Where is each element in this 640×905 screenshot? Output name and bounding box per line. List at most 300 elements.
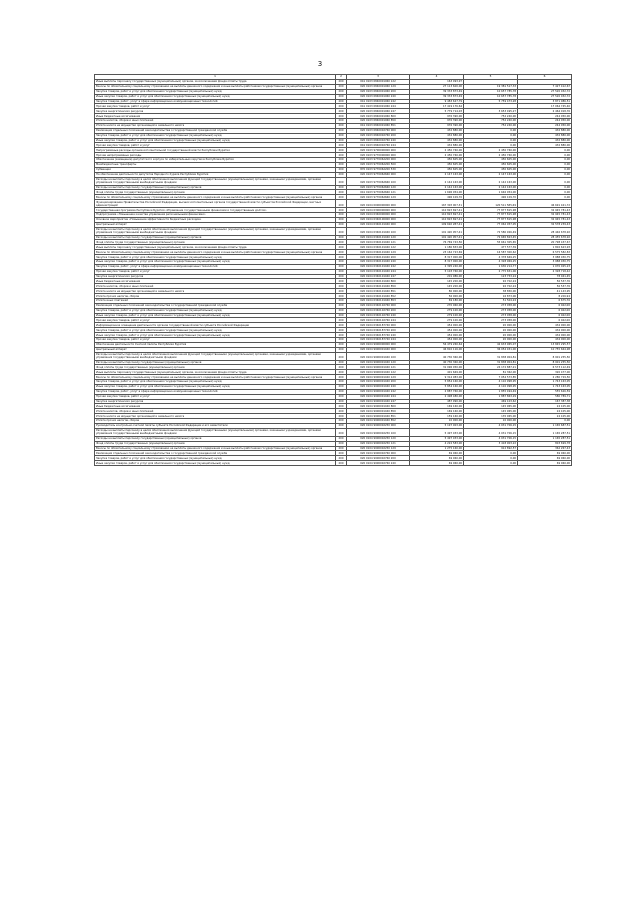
line-code-cell: 200: [336, 461, 347, 466]
line-name-cell: Межбюджетные трансферты: [95, 162, 336, 167]
line-name-cell: Прочая закупка товаров, работ и услуг: [95, 104, 336, 109]
line-name-cell: Расходы на выплаты персоналу государственных (муниципальных) органов: [95, 235, 336, 240]
approved-amount-cell: 432 880,00: [410, 133, 464, 138]
budget-code-cell: 020 0104 0340101040 120: [347, 235, 410, 240]
approved-amount-cell: 450 605,00: [410, 158, 464, 163]
line-code-cell: 200: [336, 279, 347, 284]
approved-amount-cell: 5 854 160,00: [410, 380, 464, 385]
budget-code-cell: 020 0104 0340101040 240: [347, 259, 410, 264]
budget-execution-table: [94, 74, 572, 466]
line-code-cell: 200: [336, 423, 347, 428]
executed-amount-cell: 19 381 517,33: [464, 84, 518, 89]
approved-amount-cell: 169 160,00: [410, 404, 464, 409]
executed-amount-cell: 450 605,00: [464, 158, 518, 163]
executed-amount-cell: 496 109,70: [464, 195, 518, 200]
approved-amount-cell: 76 769 743,56: [410, 240, 464, 245]
unexecuted-amount-cell: 1 165 687,51: [518, 423, 572, 428]
approved-amount-cell: 5 854 160,00: [410, 384, 464, 389]
unexecuted-amount-cell: 8 901 255,50: [518, 352, 572, 360]
line-code-cell: 200: [336, 148, 347, 153]
line-name-cell: Иные закупки товаров, работ и услуг для обеспечения государственных (муниципальных) нужд: [95, 313, 336, 318]
executed-amount-cell: 4 328 969,25: [464, 259, 518, 264]
executed-amount-cell: 450 605,00: [464, 167, 518, 172]
line-name-cell: Закупка энергетических ресурсов: [95, 399, 336, 404]
approved-amount-cell: 450 605,00: [410, 167, 464, 172]
budget-code-cell: 020 0103 9700000000 000: [347, 148, 410, 153]
approved-amount-cell: 46 810 116,00: [410, 347, 464, 352]
budget-code-cell: 020 0103 9770062200 500: [347, 162, 410, 167]
line-code-cell: 200: [336, 360, 347, 365]
budget-code-cell: 020 0104 0340187740 240: [347, 333, 410, 338]
unexecuted-amount-cell: 1 165 287,51: [518, 428, 572, 436]
unexecuted-amount-cell: 1 070 025,23: [518, 264, 572, 269]
line-name-cell: Расходы на выплаты персоналу в целях обеспечения выполнения функций государственными (муниципальными) органами, казенными учреждениями, органами управления государственными внебюджетными фондами: [95, 428, 336, 436]
approved-amount-cell: 8 317 000,00: [410, 259, 464, 264]
line-name-cell: Иные закупки товаров, работ и услуг для обеспечения государственных (муниципальных) нужд: [95, 333, 336, 338]
line-code-cell: 200: [336, 153, 347, 158]
executed-amount-cell: 10 657 785,78: [464, 94, 518, 99]
page-number: 3: [317, 60, 323, 68]
line-name-cell: Расходы на выплаты персоналу государственных (муниципальных) органов: [95, 360, 336, 365]
line-code-cell: 200: [336, 167, 347, 172]
unexecuted-amount-cell: 20 798 437,67: [518, 240, 572, 245]
approved-amount-cell: 23 162 723,69: [410, 250, 464, 255]
header-cell: 6: [518, 75, 572, 80]
approved-amount-cell: 145 200,00: [410, 279, 464, 284]
executed-amount-cell: 72 580 926,49: [464, 227, 518, 235]
executed-amount-cell: 77 877 815,98: [464, 208, 518, 213]
line-code-cell: 200: [336, 185, 347, 190]
budget-code-cell: 020 0104 0340102760 240: [347, 313, 410, 318]
line-code-cell: 200: [336, 109, 347, 114]
approved-amount-cell: 110 823 697,41: [410, 217, 464, 222]
unexecuted-amount-cell: 0,00: [518, 177, 572, 185]
unexecuted-amount-cell: 28 455 678,92: [518, 235, 572, 240]
executed-amount-cell: 20 000,00: [464, 323, 518, 328]
executed-amount-cell: 92 702,24: [464, 284, 518, 289]
line-name-cell: Взносы по обязательному социальному страхованию на выплаты денежного содержания и иные выплаты работникам государственных (муниципальных) органов: [95, 250, 336, 255]
line-code-cell: 200: [336, 259, 347, 264]
approved-amount-cell: 2 450 760,00: [410, 148, 464, 153]
budget-code-cell: 020 0104 0340101040 122: [347, 245, 410, 250]
approved-amount-cell: 31 096 050,00: [410, 365, 464, 370]
budget-code-cell: 870 0103 9770062200 530: [347, 167, 410, 172]
line-name-cell: Расходы на выплаты персоналу в целях обеспечения выполнения функций государственными (муниципальными) органами, казенными учреждениями, органами управления государственными внебюджетными фондами: [95, 352, 336, 360]
unexecuted-amount-cell: 6 042,00: [518, 313, 572, 318]
unexecuted-amount-cell: 244 050,00: [518, 123, 572, 128]
budget-code-cell: 020 0104 9900001040 242: [347, 389, 410, 394]
unexecuted-amount-cell: 10 755 664,98: [518, 347, 572, 352]
line-code-cell: 200: [336, 177, 347, 185]
executed-amount-cell: 752 240,00: [464, 123, 518, 128]
line-code-cell: 200: [336, 119, 347, 124]
unexecuted-amount-cell: 32 945 781,43: [518, 208, 572, 213]
line-name-cell: Иные выплаты персоналу государственных (муниципальных) органов, за исключением фонда оплаты труда: [95, 370, 336, 375]
executed-amount-cell: 5 759 473,28: [464, 99, 518, 104]
executed-amount-cell: 2 142 163,00: [464, 177, 518, 185]
line-name-cell: Обеспечение (замещение) депутатского корпуса по избирательным округам в Республике Бурятия: [95, 158, 336, 163]
budget-code-cell: 020 0104 9900001040 244: [347, 394, 410, 399]
approved-amount-cell: 2 395 240,00: [410, 264, 464, 269]
budget-code-cell: 020 0104 0340101040 100: [347, 227, 410, 235]
approved-amount-cell: 167 303 007,31: [410, 200, 464, 208]
unexecuted-amount-cell: 432 880,00: [518, 133, 572, 138]
executed-amount-cell: 24 172 887,21: [464, 365, 518, 370]
approved-amount-cell: 279 100,00: [410, 308, 464, 313]
budget-code-cell: 020 0104 9900002250 121: [347, 441, 410, 446]
executed-amount-cell: 1 630 214,77: [464, 264, 518, 269]
line-code-cell: 200: [336, 227, 347, 235]
line-name-cell: Закупка товаров, работ и услуг для обеспечения государственных (муниципальных) нужд: [95, 308, 336, 313]
approved-amount-cell: 10 000,00: [410, 419, 464, 424]
line-name-cell: Функционирование Правительства Российской Федерации, высших исполнительных органов государственной власти субъектов Российской Федерации, местных администраций: [95, 200, 336, 208]
unexecuted-amount-cell: 24 105,00: [518, 414, 572, 419]
approved-amount-cell: 101 420 957,41: [410, 227, 464, 235]
executed-amount-cell: 0,00: [464, 133, 518, 138]
unexecuted-amount-cell: 0,00: [518, 195, 572, 200]
line-name-cell: Реализация отдельных положений законодательства о государственной гражданской службе: [95, 128, 336, 133]
executed-amount-cell: 273 058,00: [464, 303, 518, 308]
approved-amount-cell: 976 390,00: [410, 114, 464, 119]
executed-amount-cell: 55 661 305,65: [464, 240, 518, 245]
budget-code-cell: 020 0103 0840002760 000: [347, 128, 410, 133]
line-name-cell: Иные закупки товаров, работ и услуг для обеспечения государственных (муниципальных) нужд: [95, 384, 336, 389]
budget-code-cell: 020 0104 9900001040 121: [347, 365, 410, 370]
executed-amount-cell: 10 000,00: [464, 419, 518, 424]
approved-amount-cell: 2 450 760,00: [410, 153, 464, 158]
approved-amount-cell: 432 880,00: [410, 138, 464, 143]
budget-table-container: [94, 74, 570, 466]
budget-code-cell: 020 0104 0340187740 000: [347, 323, 410, 328]
line-code-cell: 200: [336, 456, 347, 461]
line-code-cell: 200: [336, 138, 347, 143]
approved-amount-cell: 279 100,00: [410, 313, 464, 318]
budget-code-cell: 020 0103 9770000000 000: [347, 153, 410, 158]
line-name-cell: Уплата налогов, сборов и иных платежей: [95, 409, 336, 414]
budget-code-cell: 020 0104 0340187740 244: [347, 337, 410, 342]
budget-code-cell: 020 0103 0840001060 200: [347, 89, 410, 94]
unexecuted-amount-cell: 362 267,43: [518, 446, 572, 451]
line-name-cell: Прочая закупка товаров, работ и услуг: [95, 269, 336, 274]
budget-code-cell: 020 0104 9900001040 240: [347, 384, 410, 389]
budget-code-cell: 020 0104 9900002250 100: [347, 428, 410, 436]
unexecuted-amount-cell: 803 699,78: [518, 441, 572, 446]
unexecuted-amount-cell: 78 041,45: [518, 274, 572, 279]
line-code-cell: 200: [336, 451, 347, 456]
budget-code-cell: 020 0104 0340102760 000: [347, 303, 410, 308]
line-name-cell: Уплата прочих налогов, сборов: [95, 294, 336, 299]
unexecuted-amount-cell: 6 042,00: [518, 303, 572, 308]
line-name-cell: Уплата налога на имущество организаций и земельного налога: [95, 414, 336, 419]
approved-amount-cell: 5 497 033,00: [410, 436, 464, 441]
unexecuted-amount-cell: 6 575 582,83: [518, 250, 572, 255]
line-name-cell: Прочая закупка товаров, работ и услуг: [95, 394, 336, 399]
line-code-cell: 200: [336, 394, 347, 399]
executed-amount-cell: 20 000,00: [464, 333, 518, 338]
line-code-cell: 200: [336, 245, 347, 250]
executed-amount-cell: 81 362,00: [464, 370, 518, 375]
unexecuted-amount-cell: 32 945 781,43: [518, 213, 572, 218]
line-name-cell: Государственная программа Республики Бурятия «Управление государственными финансами и государственным долгом»: [95, 208, 336, 213]
line-name-cell: Центральный аппарат: [95, 222, 336, 227]
executed-amount-cell: 0,00: [464, 451, 518, 456]
line-name-cell: Иные выплаты персоналу государственных (муниципальных) органов, за исключением фонда оплаты труда: [95, 80, 336, 85]
budget-code-cell: 020 0104 9900002250 120: [347, 436, 410, 441]
unexecuted-amount-cell: 580 789,71: [518, 394, 572, 399]
unexecuted-amount-cell: 432 880,00: [518, 138, 572, 143]
budget-code-cell: 041 0103 0840001060 122: [347, 80, 410, 85]
budget-table-body: [95, 75, 572, 466]
line-name-cell: Взносы по обязательному социальному страхованию на выплаты денежного содержания и иные выплаты работникам государственных (муниципальных) органов: [95, 446, 336, 451]
unexecuted-amount-cell: 0,00: [518, 172, 572, 177]
line-name-cell: Иные выплаты персоналу государственных (муниципальных) органов, за исключением фонда оплаты труда: [95, 245, 336, 250]
line-name-cell: Подпрограмма «Повышение качества управления региональными финансами»: [95, 213, 336, 218]
line-code-cell: 200: [336, 375, 347, 380]
line-name-cell: Иные закупки товаров, работ и услуг для обеспечения государственных (муниципальных) нужд: [95, 94, 336, 99]
line-code-cell: 200: [336, 294, 347, 299]
executed-amount-cell: 77 877 815,98: [464, 213, 518, 218]
budget-code-cell: 020 0104 9900001040 850: [347, 409, 410, 414]
executed-amount-cell: 3 418 903,22: [464, 441, 518, 446]
line-name-cell: Фонд оплаты труда государственных (муниципальных) органов: [95, 240, 336, 245]
line-name-cell: Иные закупки товаров, работ и услуг для обеспечения государственных (муниципальных) нужд: [95, 259, 336, 264]
line-code-cell: 200: [336, 158, 347, 163]
line-code-cell: 200: [336, 333, 347, 338]
unexecuted-amount-cell: 32 945 781,43: [518, 217, 572, 222]
approved-amount-cell: 40 730 360,00: [410, 352, 464, 360]
line-name-cell: Реализация отдельных положений законодательства о государственной гражданской службе: [95, 303, 336, 308]
line-name-cell: Иные закупки товаров, работ и услуг для обеспечения государственных (муниципальных) нужд: [95, 138, 336, 143]
budget-code-cell: 020 0104 0340101040 000: [347, 222, 410, 227]
budget-code-cell: 020 0104 0340187740 200: [347, 328, 410, 333]
executed-amount-cell: 0,00: [464, 128, 518, 133]
budget-code-cell: 020 0104 0000000000 000: [347, 200, 410, 208]
approved-amount-cell: 1 180 833,00: [410, 245, 464, 250]
unexecuted-amount-cell: 2 464 018,76: [518, 109, 572, 114]
executed-amount-cell: 2 142 163,00: [464, 185, 518, 190]
executed-amount-cell: 20 000,00: [464, 337, 518, 342]
unexecuted-amount-cell: 3 988 030,75: [518, 259, 572, 264]
line-name-cell: Прочая закупка товаров, работ и услуг: [95, 143, 336, 148]
line-code-cell: 200: [336, 365, 347, 370]
line-code-cell: 200: [336, 84, 347, 89]
unexecuted-amount-cell: 555 626,59: [518, 389, 572, 394]
line-code-cell: 200: [336, 217, 347, 222]
line-code-cell: 200: [336, 255, 347, 260]
approved-amount-cell: 5 779 714,03: [410, 109, 464, 114]
unexecuted-amount-cell: 41 143,95: [518, 289, 572, 294]
approved-amount-cell: 69 060,00: [410, 451, 464, 456]
budget-code-cell: 020 0104 0340101040 853: [347, 298, 410, 303]
line-code-cell: 200: [336, 404, 347, 409]
approved-amount-cell: 1 275 160,00: [410, 446, 464, 451]
approved-amount-cell: 101 420 957,41: [410, 235, 464, 240]
line-name-cell: Прочие непрограммные расходы: [95, 153, 336, 158]
executed-amount-cell: 912 892,57: [464, 446, 518, 451]
table-row: [95, 227, 572, 235]
line-name-cell: Уплата налога на имущество организаций и земельного налога: [95, 123, 336, 128]
executed-amount-cell: 145 965,00: [464, 404, 518, 409]
line-code-cell: 200: [336, 99, 347, 104]
unexecuted-amount-cell: 69 060,00: [518, 451, 572, 456]
executed-amount-cell: 16 587 300,62: [464, 250, 518, 255]
table-row: [95, 177, 572, 185]
line-code-cell: 200: [336, 133, 347, 138]
line-code-cell: 200: [336, 128, 347, 133]
line-name-cell: Центральный аппарат: [95, 347, 336, 352]
unexecuted-amount-cell: 24 105,00: [518, 404, 572, 409]
line-code-cell: 200: [336, 80, 347, 85]
unexecuted-amount-cell: 432 880,00: [518, 128, 572, 133]
budget-code-cell: 020 0104 9900002760 000: [347, 451, 410, 456]
executed-amount-cell: 145 965,00: [464, 409, 518, 414]
header-cell: 3: [347, 75, 410, 80]
approved-amount-cell: 9 314 983,00: [410, 375, 464, 380]
executed-amount-cell: 450 605,00: [464, 162, 518, 167]
budget-code-cell: 020 0104 9900002760 200: [347, 456, 410, 461]
line-code-cell: 200: [336, 208, 347, 213]
approved-amount-cell: 2 887 760,00: [410, 389, 464, 394]
line-code-cell: 200: [336, 269, 347, 274]
budget-code-cell: 020 0104 9900000000 000: [347, 342, 410, 347]
budget-code-cell: 020 0104 9900001040 000: [347, 347, 410, 352]
approved-amount-cell: 2 142 163,00: [410, 185, 464, 190]
line-code-cell: 200: [336, 414, 347, 419]
table-row: [95, 200, 572, 208]
line-code-cell: 200: [336, 419, 347, 424]
executed-amount-cell: 1 646 054,00: [464, 190, 518, 195]
line-name-cell: Уплата иных платежей: [95, 298, 336, 303]
header-cell: 1: [95, 75, 336, 80]
line-name-cell: Закупка товаров, работ и услуг для обеспечения государственных (муниципальных) нужд: [95, 89, 336, 94]
line-name-cell: На обеспечение деятельности депутатов Народного Хурала Республики Бурятия: [95, 172, 336, 177]
line-code-cell: 200: [336, 436, 347, 441]
budget-code-cell: 020 0104 9900001040 852: [347, 419, 410, 424]
approved-amount-cell: 5 197 003,00: [410, 423, 464, 428]
unexecuted-amount-cell: 0,00: [518, 167, 572, 172]
executed-amount-cell: 7 054 573,85: [464, 375, 518, 380]
approved-amount-cell: 201 986,00: [410, 274, 464, 279]
line-code-cell: 200: [336, 235, 347, 240]
line-code-cell: 200: [336, 89, 347, 94]
line-name-cell: Непрограммные расходы органов исполнительной государственной власти Республики Бурятия: [95, 148, 336, 153]
budget-code-cell: 020 0104 9900001040 129: [347, 375, 410, 380]
line-name-cell: Закупка товаров, работ и услуг для обеспечения государственных (муниципальных) нужд: [95, 328, 336, 333]
executed-amount-cell: 752 240,00: [464, 114, 518, 119]
header-cell: 2: [336, 75, 347, 80]
executed-amount-cell: 51 504,24: [464, 298, 518, 303]
budget-code-cell: 020 0104 9900001040 800: [347, 404, 410, 409]
approved-amount-cell: 56 479 260,64: [410, 342, 464, 347]
unexecuted-amount-cell: 434 000,00: [518, 333, 572, 338]
budget-code-cell: 041 0103 0840001060 244: [347, 104, 410, 109]
unexecuted-amount-cell: 1 743 163,05: [518, 380, 572, 385]
line-code-cell: 200: [336, 441, 347, 446]
unexecuted-amount-cell: 1 165 287,51: [518, 436, 572, 441]
approved-amount-cell: 2 147 163,00: [410, 172, 464, 177]
table-row: [95, 461, 572, 466]
line-name-cell: Расходы на выплаты персоналу в целях обеспечения выполнения функций государственными (муниципальными) органами, казенными учреждениями, органами управления государственными внебюджетными фондами: [95, 177, 336, 185]
line-code-cell: 200: [336, 313, 347, 318]
unexecuted-amount-cell: 27 520 032,72: [518, 94, 572, 99]
approved-amount-cell: 454 000,00: [410, 328, 464, 333]
approved-amount-cell: 976 390,00: [410, 123, 464, 128]
executed-amount-cell: 4 110 998,95: [464, 384, 518, 389]
budget-code-cell: 020 0103 0840002760 200: [347, 133, 410, 138]
budget-code-cell: 020 0103 0840001060 800: [347, 114, 410, 119]
line-code-cell: 200: [336, 446, 347, 451]
unexecuted-amount-cell: 69 060,00: [518, 461, 572, 466]
budget-code-cell: 020 0103 0840002760 240: [347, 138, 410, 143]
unexecuted-amount-cell: 24 105,00: [518, 409, 572, 414]
line-name-cell: Иные бюджетные ассигнования: [95, 279, 336, 284]
table-row: [95, 352, 572, 360]
unexecuted-amount-cell: 6 675,76: [518, 298, 572, 303]
budget-code-cell: 020 0104 0340100000 000: [347, 217, 410, 222]
line-name-cell: Прочая закупка товаров, работ и услуг: [95, 318, 336, 323]
line-name-cell: Реализация отдельных положений законодательства о государственной гражданской службе: [95, 451, 336, 456]
budget-code-cell: 020 0104 0340101040 247: [347, 274, 410, 279]
executed-amount-cell: 120 511 585,69: [464, 200, 518, 208]
budget-code-cell: 020 0103 9770062660 000: [347, 172, 410, 177]
unexecuted-amount-cell: 434 000,00: [518, 328, 572, 333]
approved-amount-cell: 432 880,00: [410, 128, 464, 133]
executed-amount-cell: 20 000,00: [464, 328, 518, 333]
budget-code-cell: 020 0103 9770062200 000: [347, 158, 410, 163]
budget-code-cell: 041 0103 0840001060 851: [347, 123, 410, 128]
line-name-cell: Уплата налога на имущество организаций и земельного налога: [95, 289, 336, 294]
executed-amount-cell: 1 855 494,49: [464, 389, 518, 394]
line-code-cell: 200: [336, 250, 347, 255]
unexecuted-amount-cell: 3 988 030,75: [518, 255, 572, 260]
approved-amount-cell: 69 180,00: [410, 298, 464, 303]
approved-amount-cell: 4 222 583,00: [410, 441, 464, 446]
line-code-cell: 200: [336, 114, 347, 119]
line-name-cell: Руководитель контрольно-счетной палаты субъекта Российской Федерации и его заместители: [95, 423, 336, 428]
line-code-cell: 200: [336, 195, 347, 200]
line-name-cell: Закупка товаров, работ и услуг для обеспечения государственных (муниципальных) нужд: [95, 133, 336, 138]
approved-amount-cell: 401 669,00: [410, 370, 464, 375]
budget-code-cell: 020 0104 0340101040 850: [347, 284, 410, 289]
executed-amount-cell: 4 378 669,25: [464, 255, 518, 260]
unexecuted-amount-cell: 6 042,00: [518, 308, 572, 313]
executed-amount-cell: 0,00: [464, 456, 518, 461]
line-code-cell: 200: [336, 428, 347, 436]
line-code-cell: 200: [336, 264, 347, 269]
table-row: [95, 428, 572, 436]
line-name-cell: Расходы на выплаты персоналу государственных (муниципальных) органов: [95, 436, 336, 441]
approved-amount-cell: 17 419 176,64: [410, 104, 464, 109]
line-code-cell: 200: [336, 123, 347, 128]
line-code-cell: 200: [336, 318, 347, 323]
line-name-cell: Взносы по обязательному социальному страхованию на выплаты денежного содержания и иные выплаты работникам государственных (муниципальных) органов: [95, 195, 336, 200]
executed-amount-cell: 273 058,00: [464, 313, 518, 318]
approved-amount-cell: 69 060,00: [410, 461, 464, 466]
unexecuted-amount-cell: 0,00: [518, 148, 572, 153]
executed-amount-cell: 92 702,24: [464, 279, 518, 284]
budget-code-cell: 020 0104 0340101040 851: [347, 289, 410, 294]
unexecuted-amount-cell: 6 042,00: [518, 318, 572, 323]
budget-code-cell: 041 0103 9770062660 121: [347, 190, 410, 195]
line-name-cell: Расходы на выплаты персоналу в целях обеспечения выполнения функций государственными (муниципальными) органами, казенными учреждениями, органами управления государственными внебюджетными фондами: [95, 227, 336, 235]
budget-code-cell: 020 0104 0340101040 244: [347, 269, 410, 274]
approved-amount-cell: 110 823 697,41: [410, 208, 464, 213]
line-name-cell: Расходы на выплаты персоналу государственных (муниципальных) органов: [95, 185, 336, 190]
line-name-cell: Уплата налогов, сборов и иных платежей: [95, 284, 336, 289]
executed-amount-cell: 16 873,06: [464, 294, 518, 299]
line-code-cell: 200: [336, 104, 347, 109]
executed-amount-cell: 0,00: [464, 143, 518, 148]
